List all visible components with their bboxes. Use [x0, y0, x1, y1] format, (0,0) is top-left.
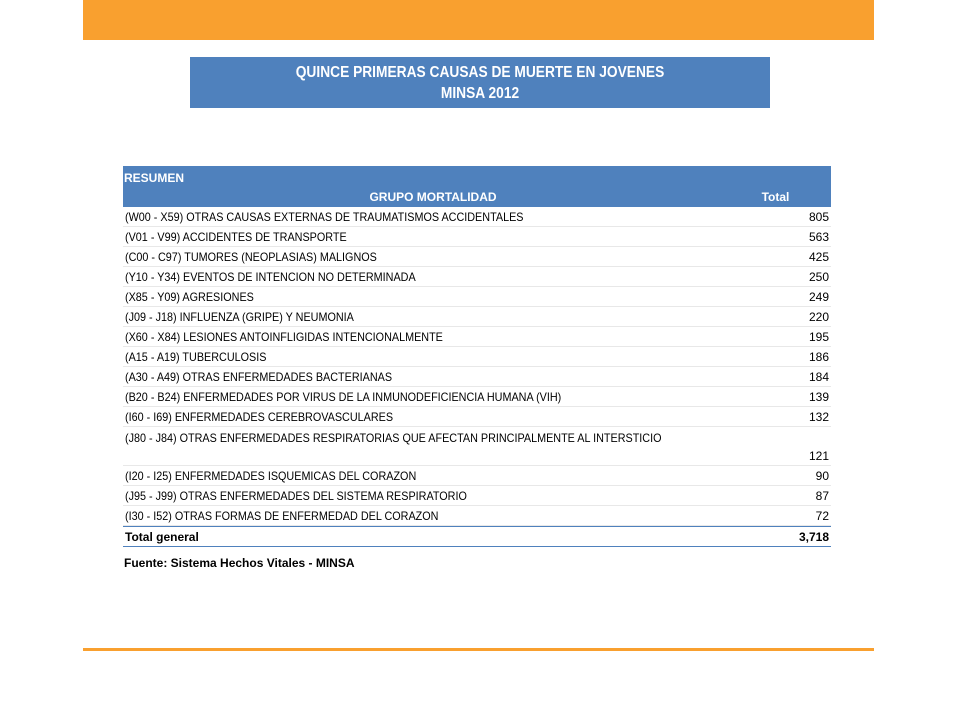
- cause-label: (V01 - V99) ACCIDENTES DE TRANSPORTE: [125, 230, 347, 244]
- cause-label: (I30 - I52) OTRAS FORMAS DE ENFERMEDAD DEL CORAZON: [125, 509, 439, 523]
- mortality-table: [123, 166, 831, 547]
- total-value: 3,718: [798, 530, 829, 544]
- cause-total: 132: [808, 410, 829, 424]
- cause-label: (C00 - C97) TUMORES (NEOPLASIAS) MALIGNOS: [125, 250, 377, 264]
- cause-total: 195: [808, 330, 829, 344]
- total-label: Total general: [125, 530, 199, 544]
- cause-total: 425: [808, 250, 829, 264]
- table-row: [123, 307, 831, 327]
- table-header: [123, 166, 831, 207]
- table-body: [123, 207, 831, 526]
- table-row: [123, 367, 831, 387]
- table-row: [123, 506, 831, 526]
- top-accent-bar: [83, 0, 874, 40]
- title-line-1: QUINCE PRIMERAS CAUSAS DE MUERTE EN JOVENES: [295, 64, 665, 81]
- section-label: RESUMEN: [124, 171, 185, 185]
- cause-label: (X85 - Y09) AGRESIONES: [125, 290, 254, 304]
- cause-total: 249: [808, 290, 829, 304]
- column-header-group: GRUPO MORTALIDAD: [369, 190, 497, 204]
- cause-total: 186: [808, 350, 829, 364]
- table-row: [123, 427, 831, 466]
- cause-total: 805: [808, 210, 829, 224]
- table-row: [123, 327, 831, 347]
- bottom-accent-rule: [83, 648, 874, 651]
- table-row: [123, 247, 831, 267]
- cause-total: 121: [808, 449, 829, 463]
- table-row: [123, 227, 831, 247]
- cause-label: (A30 - A49) OTRAS ENFERMEDADES BACTERIANAS: [125, 370, 393, 384]
- cause-total: 139: [808, 390, 829, 404]
- cause-label: (X60 - X84) LESIONES ANTOINFLIGIDAS INTENCIONALMENTE: [125, 330, 443, 344]
- table-row: [123, 267, 831, 287]
- total-row: [123, 526, 831, 547]
- source-note: Fuente: Sistema Hechos Vitales - MINSA: [124, 556, 355, 570]
- cause-total: 184: [808, 370, 829, 384]
- cause-label: (J80 - J84) OTRAS ENFERMEDADES RESPIRATORIAS QUE AFECTAN PRINCIPALMENTE AL INTERSTICIO: [125, 431, 662, 445]
- slide-title: [190, 57, 770, 108]
- cause-total: 250: [808, 270, 829, 284]
- cause-label: (I20 - I25) ENFERMEDADES ISQUEMICAS DEL CORAZON: [125, 469, 417, 483]
- table-row: [123, 407, 831, 427]
- cause-total: 90: [815, 469, 829, 483]
- cause-label: (I60 - I69) ENFERMEDADES CEREBROVASCULARES: [125, 410, 394, 424]
- cause-total: 72: [815, 509, 829, 523]
- cause-label: (J09 - J18) INFLUENZA (GRIPE) Y NEUMONIA: [125, 310, 354, 324]
- cause-label: (J95 - J99) OTRAS ENFERMEDADES DEL SISTEMA RESPIRATORIO: [125, 489, 467, 503]
- cause-label: (A15 - A19) TUBERCULOSIS: [125, 350, 267, 364]
- cause-total: 87: [815, 489, 829, 503]
- cause-label: (Y10 - Y34) EVENTOS DE INTENCION NO DETERMINADA: [125, 270, 416, 284]
- table-row: [123, 387, 831, 407]
- cause-total: 220: [808, 310, 829, 324]
- title-line-2: MINSA 2012: [440, 85, 520, 102]
- table-row: [123, 347, 831, 367]
- table-row: [123, 486, 831, 506]
- cause-label: (B20 - B24) ENFERMEDADES POR VIRUS DE LA INMUNODEFICIENCIA HUMANA (VIH): [125, 390, 562, 404]
- table-row: [123, 466, 831, 486]
- cause-label: (W00 - X59) OTRAS CAUSAS EXTERNAS DE TRAUMATISMOS ACCIDENTALES: [125, 210, 524, 224]
- table-row: [123, 207, 831, 227]
- cause-total: 563: [808, 230, 829, 244]
- column-header-total: Total: [761, 190, 790, 204]
- table-row: [123, 287, 831, 307]
